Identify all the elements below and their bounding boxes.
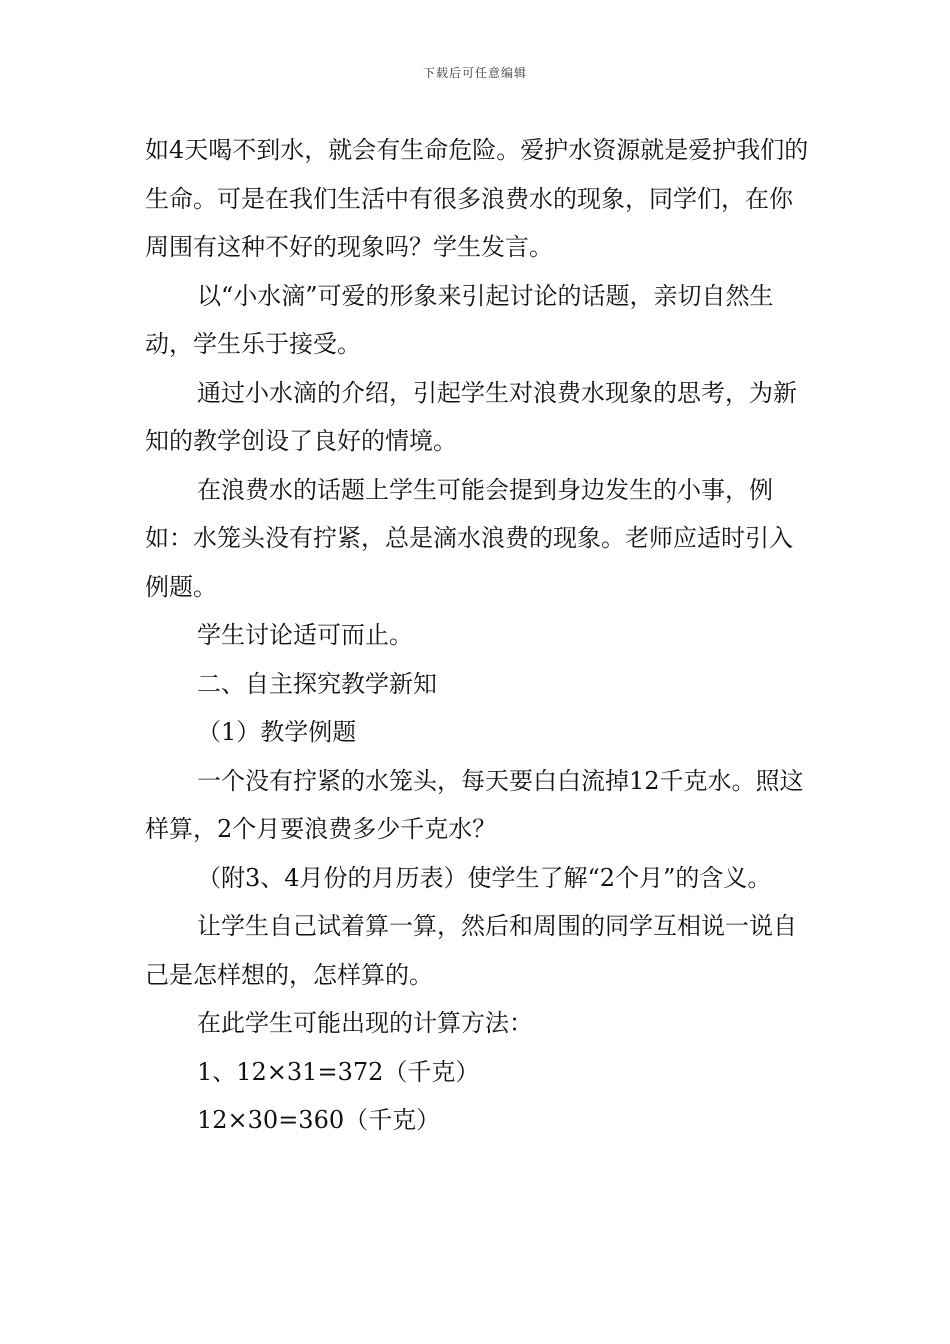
calculation-1: 1、12×31=372（千克） <box>197 1057 480 1086</box>
paragraph-5: 学生讨论适可而止。 <box>197 621 413 649</box>
calculation-2: 12×30=360（千克） <box>197 1106 441 1134</box>
page-header-note: 下载后可任意编辑 <box>422 66 527 80</box>
document-body <box>145 126 810 1145</box>
paragraph-10: 让学生自己试着算一算，然后和周围的同学互相说一说自己是怎样想的，怎样算的。 <box>145 912 797 989</box>
paragraph-1: 如4天喝不到水，就会有生命危险。爱护水资源就是爱护我们的生命。可是在我们生活中有很多浪费水的现象，同学们，在你周围有这种不好的现象吗？学生发言。 <box>145 136 809 261</box>
example-problem: 一个没有拧紧的水笼头，每天要白白流掉12千克水。照这样算，2个月要浪费多少千克水？ <box>145 766 804 843</box>
paragraph-2: 以“小水滴”可爱的形象来引起讨论的话题，亲切自然生动，学生乐于接受。 <box>145 281 774 358</box>
paragraph-11: 在此学生可能出现的计算方法： <box>197 1009 533 1037</box>
paragraph-9: （附3、4月份的月历表）使学生了解“2个月”的含义。 <box>197 863 772 892</box>
paragraph-4: 在浪费水的话题上学生可能会提到身边发生的小事，例如：水笼头没有拧紧，总是滴水浪费的现象。老师应适时引入例题。 <box>145 475 793 601</box>
paragraph-3: 通过小水滴的介绍，引起学生对浪费水现象的思考，为新知的教学创设了良好的情境。 <box>145 378 797 455</box>
section-heading: 二、自主探究教学新知 <box>197 669 437 698</box>
subsection-heading: （1）教学例题 <box>197 718 357 746</box>
